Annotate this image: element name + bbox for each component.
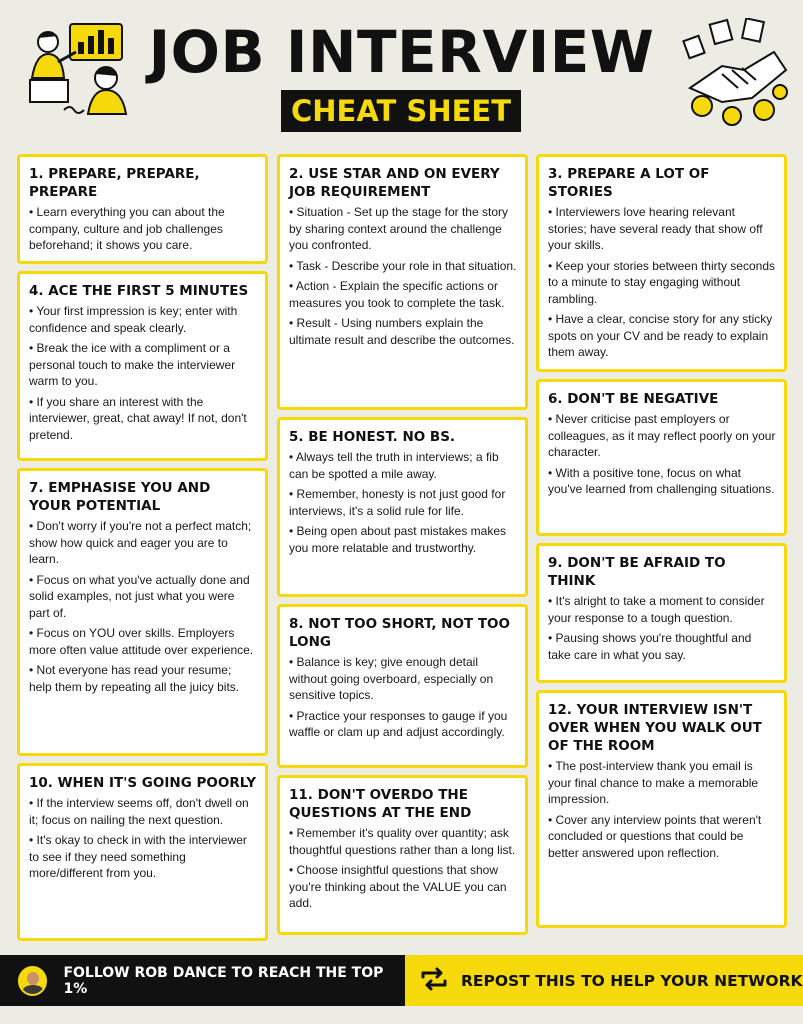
tip-card-item: • Keep your stories between thirty seconds to a minute to stay engaging without rambling.: [548, 258, 775, 306]
tip-card-item: • Not everyone has read your resume; help them by repeating all the juicy bits.: [29, 663, 240, 694]
avatar: [18, 966, 47, 996]
tip-card-12: [536, 690, 787, 928]
tip-card-item: • It's okay to check in with the interviewer to see if they need something more/different from you.: [29, 833, 247, 880]
column-right: [536, 154, 787, 928]
tip-card-item: • Being open about past mistakes makes you more relatable and trustworthy.: [289, 524, 506, 555]
tip-card-title: 12. YOUR INTERVIEW ISN'T OVER WHEN YOU WALK OUT OF THE ROOM: [548, 702, 762, 754]
tip-card-title: 1. PREPARE, PREPARE, PREPARE: [29, 166, 200, 200]
tip-card-title: 5. BE HONEST. NO BS.: [289, 429, 456, 445]
page-subtitle: CHEAT SHEET: [281, 90, 521, 132]
tip-card-4: [17, 271, 268, 461]
bottom-strip: [0, 1006, 803, 1024]
tip-card-item: • Action - Explain the specific actions or measures you took to complete the task.: [289, 279, 505, 310]
tip-card-item: • Break the ice with a compliment or a personal touch to make the interviewer warm to you.: [29, 341, 236, 388]
tip-card-item: • Interviewers love hearing relevant stories; have several ready that show off your skills.: [548, 205, 763, 252]
tip-card-item: • The post-interview thank you email is your final chance to make a memorable impression.: [548, 759, 759, 806]
tip-card-item: • Situation - Set up the stage for the story by sharing context around the challenge you confronted.: [289, 205, 508, 252]
repost-text: REPOST THIS TO HELP YOUR NETWORK: [461, 971, 803, 990]
tip-card-item: • Always tell the truth in interviews; a fib can be spotted a mile away.: [289, 450, 499, 481]
tip-card-3: [536, 154, 787, 372]
tip-card-title: 2. USE STAR AND ON EVERY JOB REQUIREMENT: [289, 166, 500, 200]
tip-card-item: • With a positive tone, focus on what you've learned from challenging situations.: [548, 465, 775, 496]
tip-card-title: 11. DON'T OVERDO THE QUESTIONS AT THE END: [289, 787, 472, 821]
tip-card-item: • Remember it's quality over quantity; ask thoughtful questions rather than a long list.: [289, 826, 516, 857]
tip-card-5: [277, 417, 528, 597]
tip-card-title: 8. NOT TOO SHORT, NOT TOO LONG: [289, 616, 511, 650]
column-middle: [277, 154, 528, 935]
tip-card-item: • Focus on YOU over skills. Employers more often value attitude over experience.: [29, 626, 254, 657]
tip-card-item: • If you share an interest with the interviewer, great, chat away! If not, don't pretend.: [29, 394, 247, 442]
tip-card-item: • Task - Describe your role in that situation.: [289, 258, 517, 273]
tip-card-item: • Practice your responses to gauge if you waffle or clam up and adjust accordingly.: [289, 708, 508, 739]
tip-card-item: • Never criticise past employers or colleagues, as it may reflect poorly on your character.: [548, 412, 776, 459]
tip-card-item: • Remember, honesty is not just good for interviews, it's a solid rule for life.: [289, 487, 506, 518]
tip-card-6: [536, 379, 787, 536]
tip-card-title: 6. DON'T BE NEGATIVE: [548, 391, 719, 407]
tip-card-1: [17, 154, 268, 264]
tip-card-10: [17, 763, 268, 941]
repost-banner[interactable]: [405, 955, 803, 1006]
tip-card-item: • If the interview seems off, don't dwell on it; focus on nailing the next question.: [29, 796, 249, 827]
tip-card-item: • Your first impression is key; enter with confidence and speak clearly.: [29, 304, 238, 335]
tip-card-item: • Cover any interview points that weren't concluded or questions that could be better answered upon reflection.: [548, 812, 762, 860]
column-left: [17, 154, 268, 941]
tip-card-item: • Have a clear, concise story for any sticky spots on your CV and be ready to explain them away.: [548, 312, 773, 359]
footer-bar: [0, 955, 803, 1006]
tip-card-item: • Don't worry if you're not a perfect match; show how quick and eager you are to learn.: [29, 519, 252, 566]
tip-card-11: [277, 775, 528, 935]
tip-card-item: • Pausing shows you're thoughtful and take care in what you say.: [548, 631, 752, 662]
handshake-illustration: [682, 18, 792, 128]
tip-card-7: [17, 468, 268, 756]
follow-banner[interactable]: [0, 955, 405, 1006]
tip-card-2: [277, 154, 528, 410]
tip-card-item: • It's alright to take a moment to consider your response to a tough question.: [548, 594, 765, 625]
tip-card-title: 3. PREPARE A LOT OF STORIES: [548, 166, 710, 200]
follow-text: FOLLOW ROB DANCE TO REACH THE TOP 1%: [63, 964, 384, 997]
tip-card-item: • Choose insightful questions that show you're thinking about the VALUE you can add.: [289, 863, 507, 910]
tip-card-8: [277, 604, 528, 768]
tip-card-9: [536, 543, 787, 683]
repost-icon: [419, 967, 449, 995]
tip-card-title: 9. DON'T BE AFRAID TO THINK: [548, 555, 726, 589]
tip-card-item: • Learn everything you can about the company, culture and job challenges beforehand; it shows you care.: [29, 205, 225, 252]
tip-card-title: 10. WHEN IT'S GOING POORLY: [29, 775, 256, 791]
tip-card-title: 4. ACE THE FIRST 5 MINUTES: [29, 283, 249, 299]
tip-card-item: • Focus on what you've actually done and solid examples, not just what you were part of.: [29, 572, 250, 620]
tip-card-title: 7. EMPHASISE YOU AND YOUR POTENTIAL: [29, 480, 211, 514]
tip-card-item: • Balance is key; give enough detail without going overboard, especially on sensitive topics.: [289, 655, 494, 702]
page-title: JOB INTERVIEW: [148, 18, 655, 86]
tip-card-item: • Result - Using numbers explain the ultimate result and describe the outcomes.: [289, 316, 515, 347]
